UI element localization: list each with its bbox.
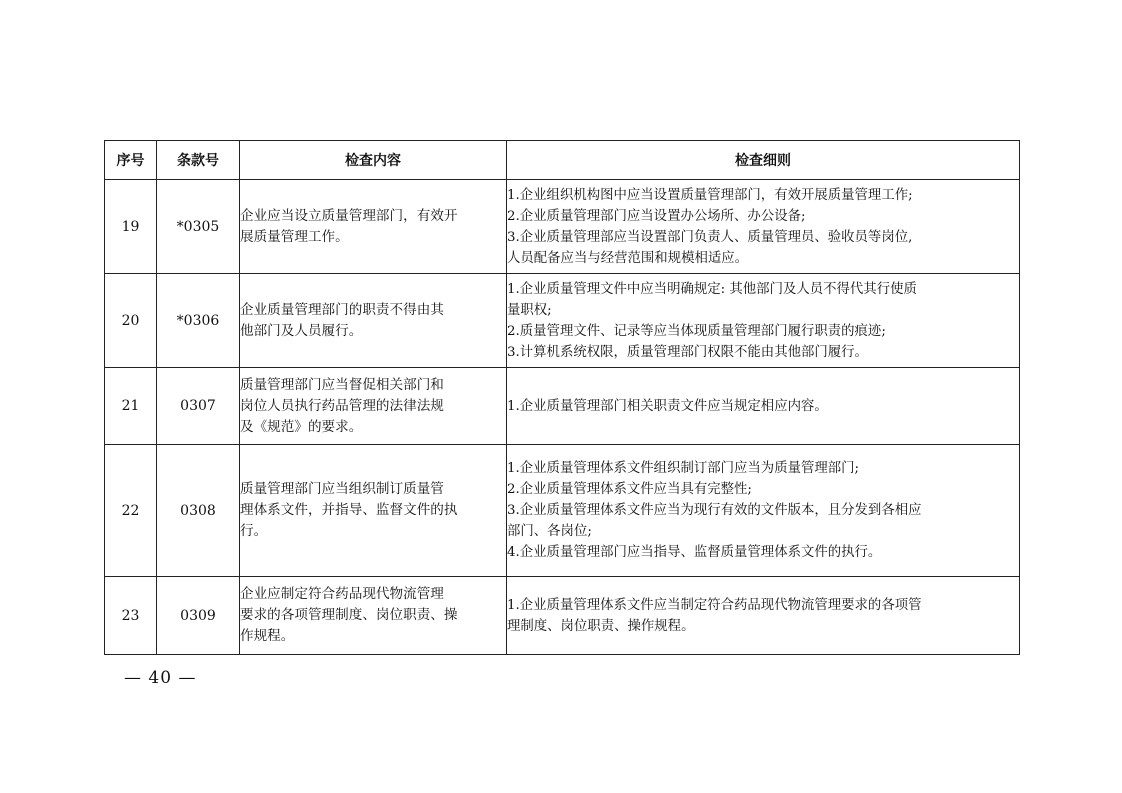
detail-line: 1.企业质量管理文件中应当明确规定: 其他部门及人员不得代其行使质 <box>507 281 917 297</box>
detail-line: 2.质量管理文件、记录等应当体现质量管理部门履行职责的痕迹; <box>507 323 886 339</box>
detail-line: 人员配备应当与经营范围和规模相适应。 <box>507 250 749 266</box>
row-seq: 20 <box>105 274 157 368</box>
row-detail <box>507 577 1020 655</box>
content-line: 展质量管理工作。 <box>240 228 349 245</box>
table-row <box>105 445 1020 577</box>
detail-line: 1.企业质量管理体系文件组织制订部门应当为质量管理部门; <box>507 461 860 476</box>
content-line: 要求的各项管理制度、岗位职责、操 <box>240 607 458 623</box>
row-content <box>240 180 507 274</box>
header-clause: 条款号 <box>157 141 240 180</box>
content-line: 企业应制定符合药品现代物流管理 <box>240 586 444 602</box>
detail-line: 2.企业质量管理体系文件应当具有完整性; <box>507 482 752 497</box>
table-row <box>105 577 1020 655</box>
row-seq: 23 <box>105 577 157 655</box>
row-content <box>240 368 507 445</box>
header-detail: 检查细则 <box>507 141 1020 180</box>
detail-line: 4.企业质量管理部门应当指导、监督质量管理体系文件的执行。 <box>507 545 882 560</box>
content-line: 理体系文件，并指导、监督文件的执 <box>240 502 458 518</box>
inspection-table <box>104 140 1020 655</box>
header-seq: 序号 <box>105 141 157 180</box>
row-seq: 22 <box>105 445 157 577</box>
detail-line: 1.企业质量管理部门相关职责文件应当规定相应内容。 <box>507 398 828 414</box>
content-line: 质量管理部门应当督促相关部门和 <box>240 376 444 393</box>
row-clause: 0308 <box>157 445 240 577</box>
content-line: 作规程。 <box>240 628 295 644</box>
row-detail <box>507 180 1020 274</box>
row-content <box>240 577 507 655</box>
row-detail <box>507 368 1020 445</box>
content-line: 行。 <box>240 523 268 539</box>
row-content <box>240 445 507 577</box>
detail-line: 3.企业质量管理体系文件应当为现行有效的文件版本，且分发到各相应 <box>507 503 922 518</box>
detail-line: 量职权; <box>507 302 552 318</box>
table-header-row <box>105 141 1020 180</box>
row-clause: 0309 <box>157 577 240 655</box>
content-line: 企业应当设立质量管理部门，有效开 <box>240 207 458 224</box>
detail-line: 3.计算机系统权限，质量管理部门权限不能由其他部门履行。 <box>507 344 868 360</box>
table-row <box>105 368 1020 445</box>
page-number: — 40 — <box>124 668 197 688</box>
row-clause: *0305 <box>157 180 240 274</box>
detail-line: 3.企业质量管理部应当设置部门负责人、质量管理员、验收员等岗位, <box>507 229 913 245</box>
detail-line: 2.企业质量管理部门应当设置办公场所、办公设备; <box>507 208 806 224</box>
row-clause: *0306 <box>157 274 240 368</box>
row-content <box>240 274 507 368</box>
row-clause: 0307 <box>157 368 240 445</box>
content-line: 及《规范》的要求。 <box>240 418 363 435</box>
row-seq: 21 <box>105 368 157 445</box>
table-row <box>105 180 1020 274</box>
row-seq: 19 <box>105 180 157 274</box>
header-content: 检查内容 <box>240 141 507 180</box>
content-line: 企业质量管理部门的职责不得由其 <box>240 301 444 318</box>
detail-line: 部门、各岗位; <box>507 524 592 539</box>
content-line: 质量管理部门应当组织制订质量管 <box>240 481 444 497</box>
row-detail <box>507 274 1020 368</box>
table-row <box>105 274 1020 368</box>
detail-line: 理制度、岗位职责、操作规程。 <box>507 618 695 634</box>
detail-line: 1.企业组织机构图中应当设置质量管理部门，有效开展质量管理工作; <box>507 187 913 203</box>
detail-line: 1.企业质量管理体系文件应当制定符合药品现代物流管理要求的各项管 <box>507 597 922 613</box>
row-detail <box>507 445 1020 577</box>
content-line: 他部门及人员履行。 <box>240 322 363 339</box>
content-line: 岗位人员执行药品管理的法律法规 <box>240 397 444 414</box>
